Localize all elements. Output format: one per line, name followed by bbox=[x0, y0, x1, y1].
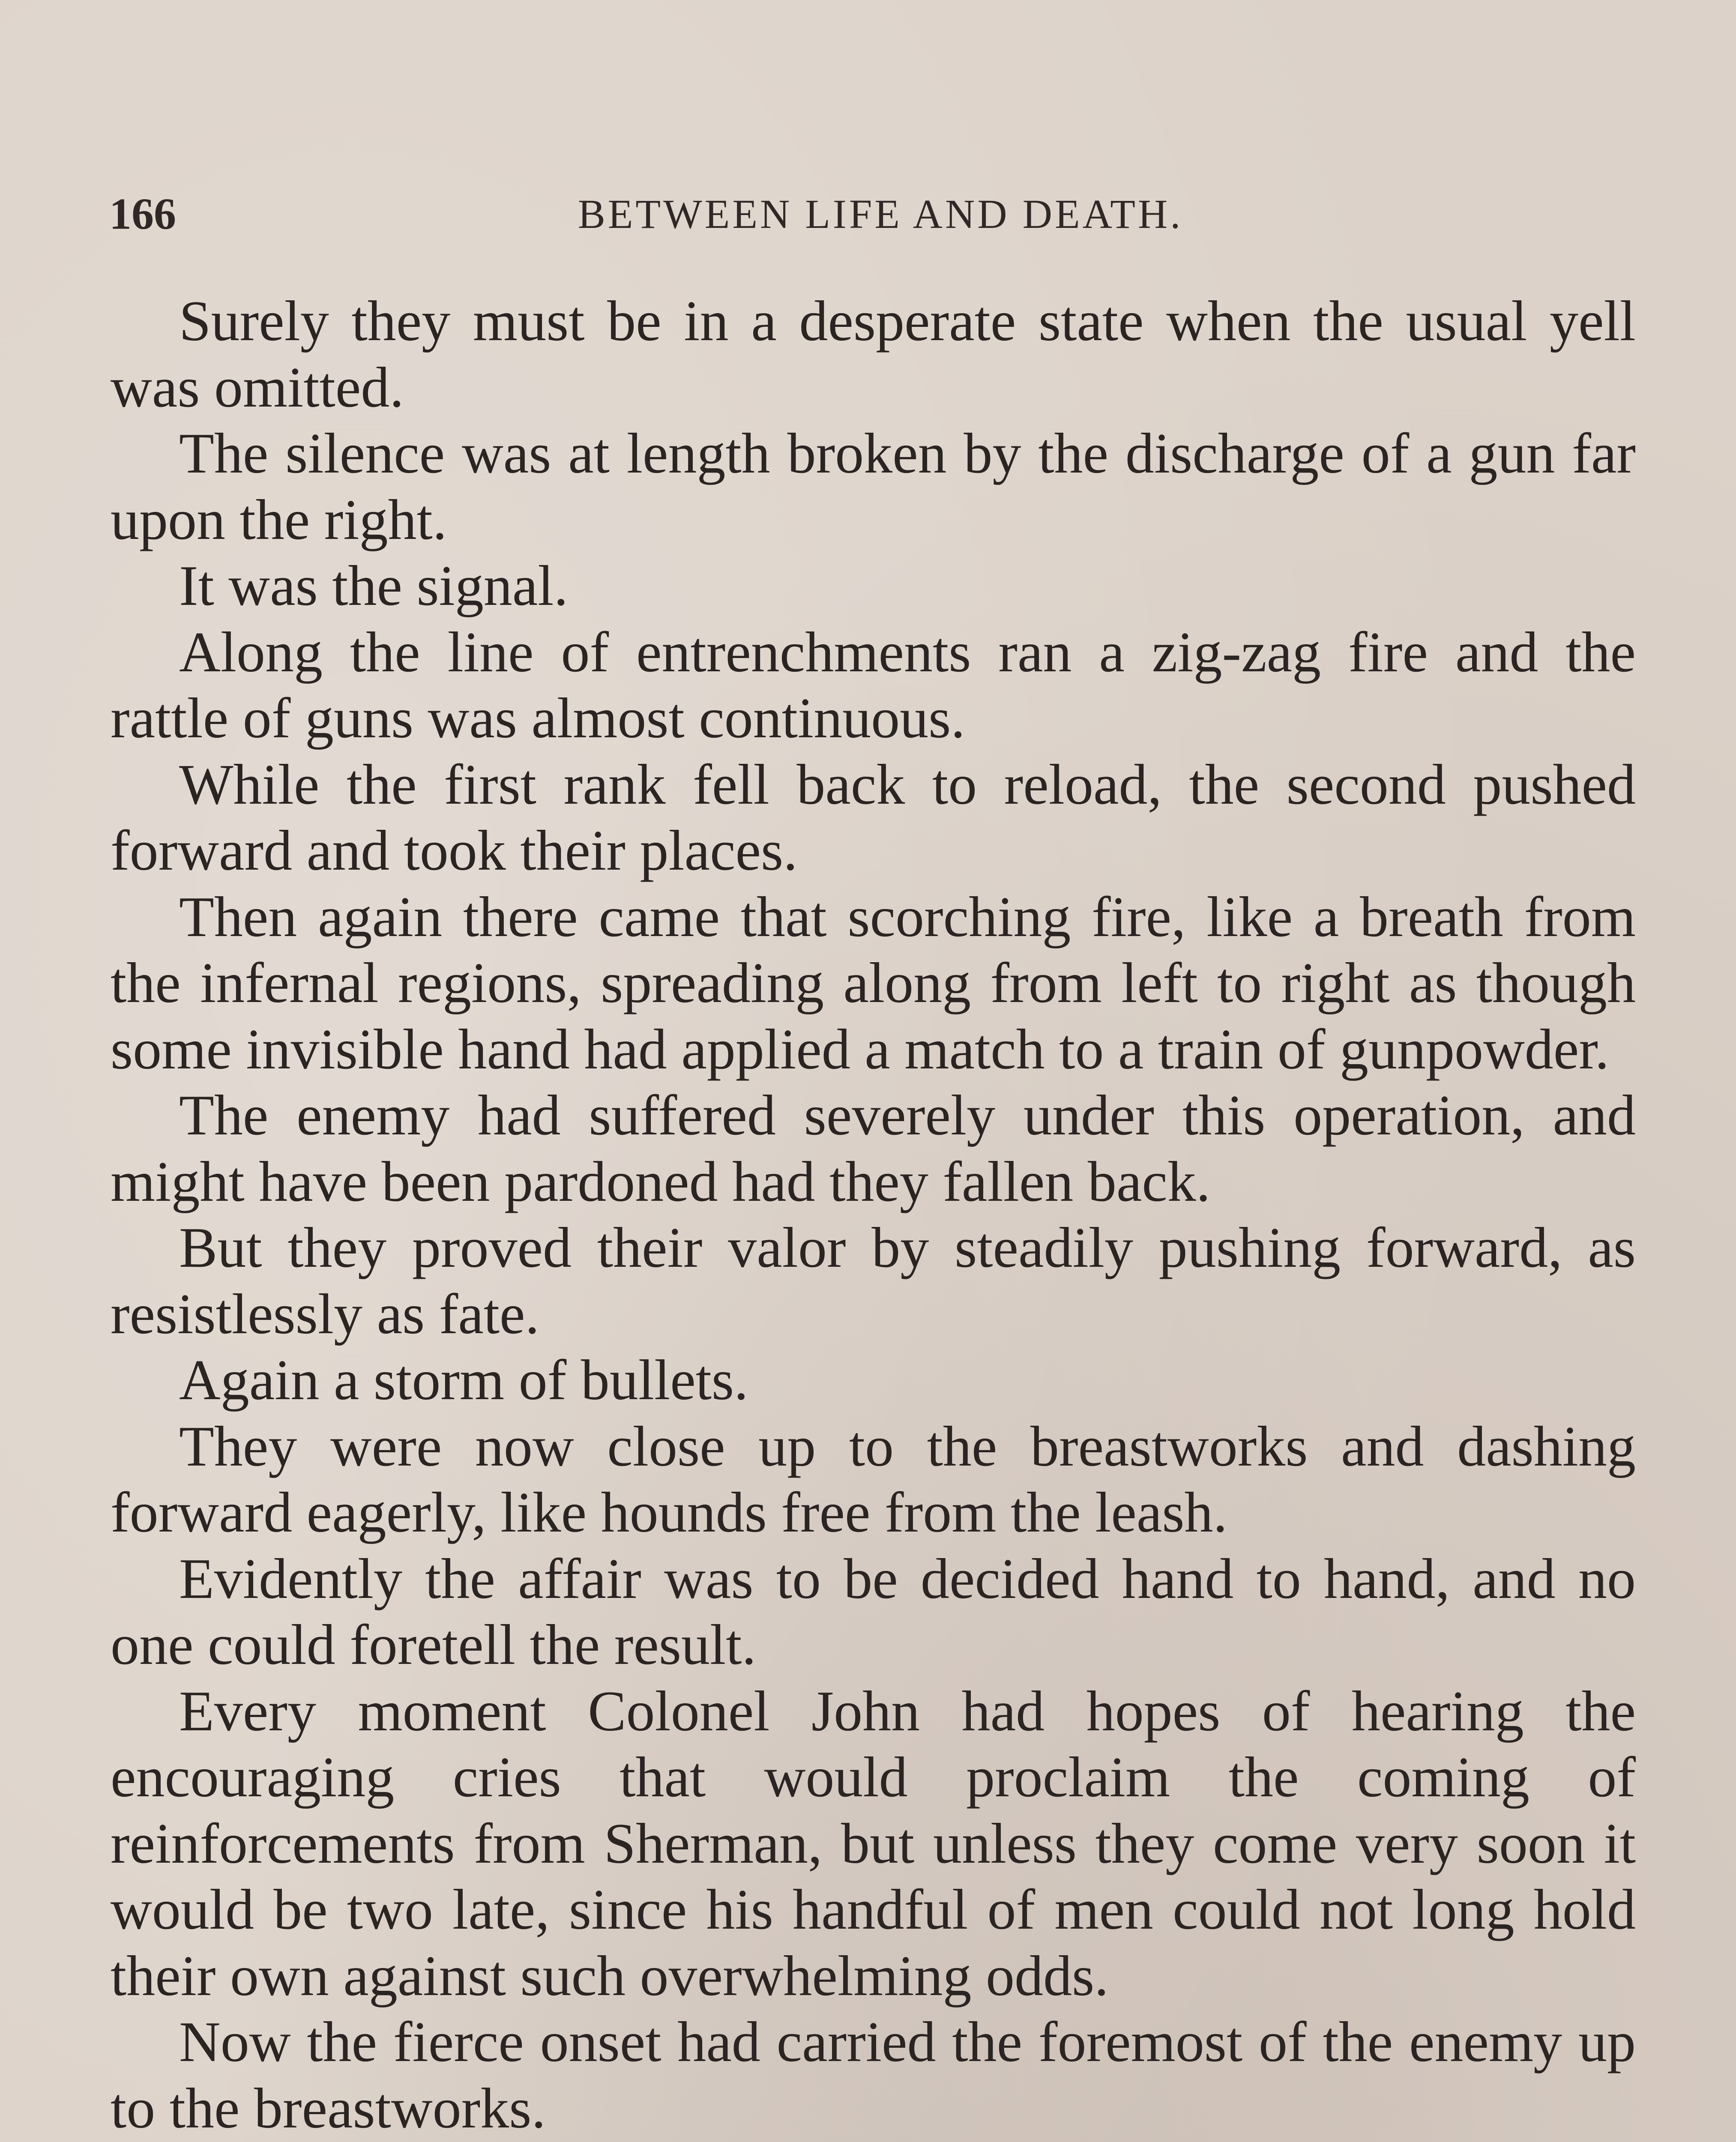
paragraph: The silence was at length broken by the discharge of a gun far upon the right. bbox=[111, 422, 1636, 551]
paragraph: Every moment Colonel John had hopes of hearing the encouraging cries that would proclaim the coming of reinforcements from Sherman, but unless they come very soon it would be two late, since his handful of men could not long hold their own against such overwhelming odds. bbox=[111, 1679, 1636, 2007]
paragraph: They were now close up to the breastworks and dashing forward eagerly, like hounds free from the leash. bbox=[111, 1414, 1636, 1544]
paragraph: Along the line of entrenchments ran a zig-zag fire and the rattle of guns was almost continuous. bbox=[111, 620, 1636, 750]
paragraph: Then again there came that scorching fire, like a breath from the infernal regions, spreading along from left to right as though some invisible hand had applied a match to a train of gunpowder. bbox=[111, 885, 1636, 1081]
paragraph: Now the fierce onset had carried the foremost of the enemy up to the breastworks. bbox=[111, 2010, 1636, 2140]
paragraph: The enemy had suffered severely under this operation, and might have been pardoned had they fallen back. bbox=[111, 1083, 1636, 1213]
page-number: 166 bbox=[109, 189, 176, 239]
page-header bbox=[109, 184, 1652, 244]
body-text bbox=[111, 288, 1636, 2142]
running-head: BETWEEN LIFE AND DEATH. bbox=[578, 191, 1183, 237]
paragraph: Evidently the affair was to be decided hand to hand, and no one could foretell the result. bbox=[111, 1547, 1636, 1676]
paragraph: But they proved their valor by steadily pushing forward, as resistlessly as fate. bbox=[111, 1216, 1636, 1346]
paragraph: While the first rank fell back to reload, the second pushed forward and took their places. bbox=[111, 752, 1636, 882]
paragraph: Again a storm of bullets. bbox=[179, 1348, 748, 1412]
paragraph: Surely they must be in a desperate state when the usual yell was omitted. bbox=[111, 289, 1636, 419]
paragraph: It was the signal. bbox=[179, 554, 569, 617]
